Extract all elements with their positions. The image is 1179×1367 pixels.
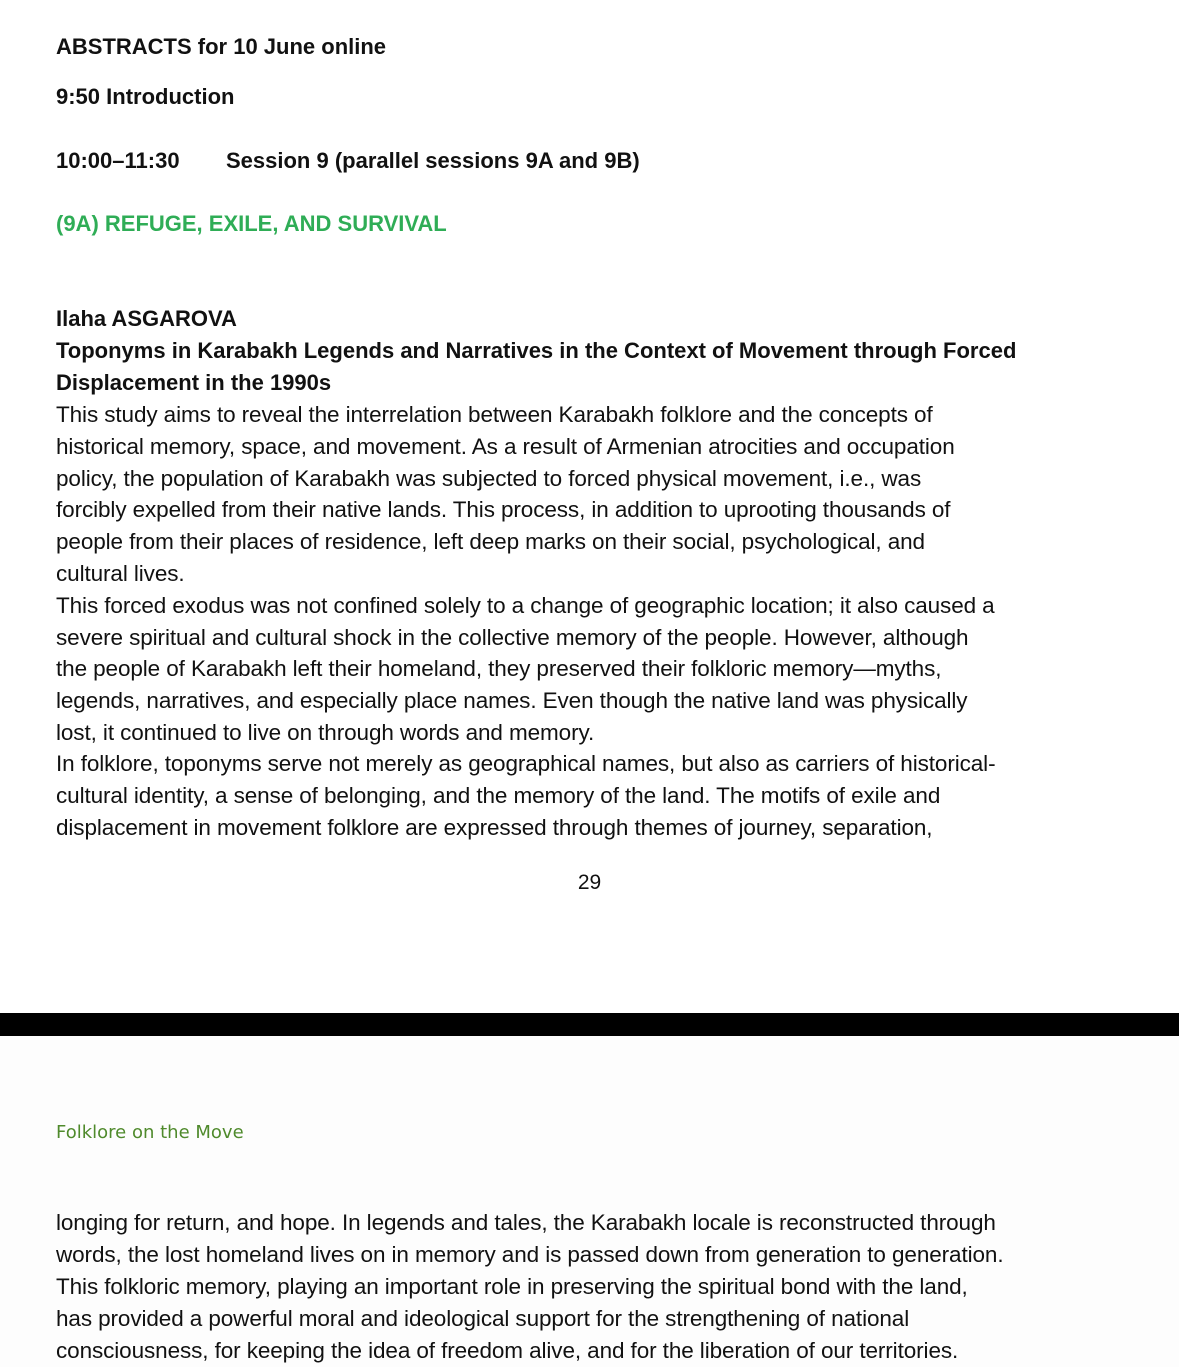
session-line: [56, 145, 640, 177]
body-line: policy, the population of Karabakh was subjected to forced physical movement, i.e., was: [56, 466, 922, 491]
body-line: longing for return, and hope. In legends and tales, the Karabakh locale is reconstructed through: [56, 1210, 996, 1235]
body-line: people from their places of residence, left deep marks on their social, psychological, and: [56, 529, 925, 554]
body-line: severe spiritual and cultural shock in the collective memory of the people. However, although: [56, 625, 969, 650]
body-line: This study aims to reveal the interrelation between Karabakh folklore and the concepts of: [56, 402, 933, 427]
body-line: has provided a powerful moral and ideological support for the strengthening of national: [56, 1306, 910, 1331]
abstract-title-line: Displacement in the 1990s: [56, 370, 332, 395]
body-line: consciousness, for keeping the idea of freedom alive, and for the liberation of our territories.: [56, 1338, 959, 1363]
section-heading: (9A) REFUGE, EXILE, AND SURVIVAL: [56, 211, 447, 236]
body-line: displacement in movement folklore are expressed through themes of journey, separation,: [56, 815, 933, 840]
session-label: Session 9 (parallel sessions 9A and 9B): [226, 148, 640, 173]
body-line: lost, it continued to live on through words and memory.: [56, 720, 595, 745]
body-line: words, the lost homeland lives on in memory and is passed down from generation to generation.: [56, 1242, 1004, 1267]
body-line: This folkloric memory, playing an important role in preserving the spiritual bond with the land,: [56, 1274, 968, 1299]
body-line: the people of Karabakh left their homeland, they preserved their folkloric memory—myths,: [56, 656, 942, 681]
body-line: This forced exodus was not confined solely to a change of geographic location; it also caused a: [56, 593, 995, 618]
session-time: 10:00–11:30: [56, 148, 180, 173]
running-head: Folklore on the Move: [56, 1122, 244, 1143]
page-divider: [0, 1013, 1179, 1036]
body-line: cultural identity, a sense of belonging, and the memory of the land. The motifs of exile and: [56, 783, 941, 808]
body-line: legends, narratives, and especially place names. Even though the native land was physically: [56, 688, 968, 713]
body-line: historical memory, space, and movement. As a result of Armenian atrocities and occupation: [56, 434, 955, 459]
body-line: In folklore, toponyms serve not merely as geographical names, but also as carriers of historical-: [56, 751, 996, 776]
introduction-time: 9:50 Introduction: [56, 84, 235, 109]
abstract-title-line: Toponyms in Karabakh Legends and Narratives in the Context of Movement through Forced: [56, 338, 1017, 363]
body-line: cultural lives.: [56, 561, 185, 586]
abstracts-title: ABSTRACTS for 10 June online: [56, 34, 387, 59]
abstract-author: Ilaha ASGAROVA: [56, 306, 237, 331]
body-line: forcibly expelled from their native lands. This process, in addition to uprooting thousands of: [56, 497, 951, 522]
page-number: 29: [577, 871, 602, 894]
